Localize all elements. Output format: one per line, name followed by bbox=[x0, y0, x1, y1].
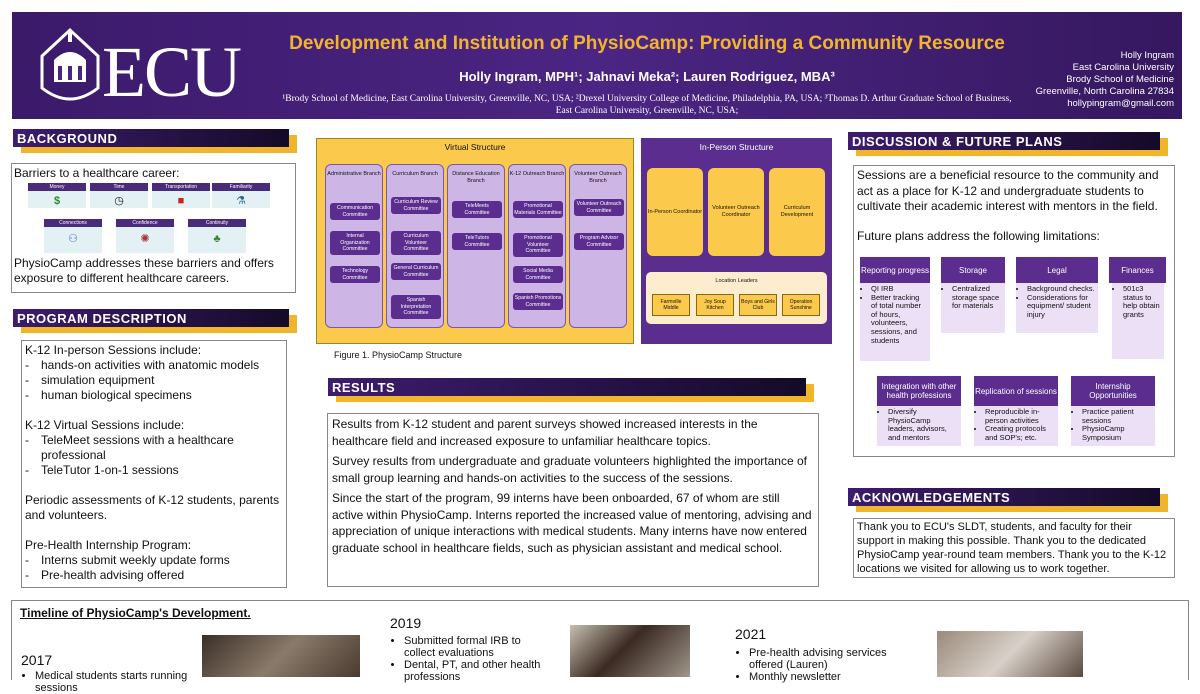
branch-column bbox=[508, 164, 566, 328]
list-item-text: Pre-health advising offered bbox=[41, 568, 185, 582]
committee-box: Curriculum Volunteer Committee bbox=[391, 231, 441, 255]
location-box: Joy Soup Kitchen bbox=[696, 294, 734, 316]
branch-column bbox=[447, 164, 505, 328]
limitation-body bbox=[1112, 283, 1164, 359]
timeline-list bbox=[404, 635, 554, 683]
confidence-icon: ✺ bbox=[140, 233, 150, 245]
results-heading bbox=[328, 378, 814, 398]
list-item: - Interns submit weekly update forms bbox=[25, 553, 230, 567]
barrier-transportation bbox=[152, 183, 210, 208]
timeline-year: 2019 bbox=[390, 615, 422, 631]
branch-head: Volunteer Outreach Branch bbox=[574, 171, 622, 184]
contact-line: East Carolina University bbox=[1072, 62, 1174, 73]
timeline-item: • Submitted formal IRB to collect evaluations bbox=[404, 635, 554, 659]
limitation-head: Finances bbox=[1109, 257, 1166, 283]
limitation-body bbox=[941, 283, 1005, 333]
list-item-text: TeleMeet sessions with a healthcare professional bbox=[41, 433, 234, 462]
barrier-label: Familiarity bbox=[212, 183, 270, 191]
timeline-box bbox=[11, 600, 1189, 694]
limitation-head: Replication of sessions bbox=[974, 376, 1058, 406]
coordinator-box: Volunteer Outreach Coordinator bbox=[708, 168, 764, 256]
microscope-icon: ⚗ bbox=[236, 195, 246, 207]
timeline-item: • Pre-health advising services offered (Lauren) bbox=[749, 647, 909, 671]
barrier-label: Connections bbox=[44, 219, 102, 227]
limitation-body bbox=[860, 283, 930, 361]
tree-icon: ♣ bbox=[213, 233, 221, 245]
list-item: - Pre-health advising offered bbox=[25, 568, 185, 582]
limitation-item: • Better tracking of total number of hours, volunteers, sessions, and students bbox=[871, 294, 927, 346]
committee-box: Internal Organization Committee bbox=[330, 231, 380, 255]
committee-box: Volunteer Outreach Committee bbox=[574, 199, 624, 216]
volunteers-photo bbox=[937, 631, 1083, 677]
limitation-head: Storage bbox=[941, 257, 1005, 283]
barrier-label: Confidence bbox=[116, 219, 174, 227]
contact-line: Holly Ingram bbox=[1120, 50, 1174, 61]
limitation-head: Internship Opportunities bbox=[1071, 376, 1155, 406]
logo-text: ECU bbox=[102, 32, 240, 112]
barrier-label: Money bbox=[28, 183, 86, 191]
limitation-body bbox=[1016, 283, 1098, 333]
results-paragraph: Results from K-12 student and parent surveys showed increased interests in the healthcare field and increased exposure to unfamiliar healthcare topics. bbox=[332, 417, 758, 448]
barrier-time bbox=[90, 183, 148, 208]
results-box bbox=[327, 413, 819, 587]
branch-head: Curriculum Branch bbox=[392, 171, 438, 177]
barrier-label: Continuity bbox=[188, 219, 246, 227]
contact-email: hollypingram@gmail.com bbox=[1067, 98, 1174, 109]
virtual-structure-diagram bbox=[316, 138, 634, 344]
discussion-paragraph: Sessions are a beneficial resource to the community and act as a place for K-12 and undergraduate students to cultivate their academic interest with mentors in the field. bbox=[857, 168, 1159, 213]
timeline-list bbox=[35, 670, 195, 694]
barrier-label: Time bbox=[90, 183, 148, 191]
list-item: - hands-on activities with anatomic models bbox=[25, 358, 260, 372]
committee-box: Promotional Volunteer Committee bbox=[513, 233, 563, 257]
results-paragraph: Survey results from undergraduate and graduate volunteers highlighted the importance of small group learning and hands-on activities to the success of the sessions. bbox=[332, 454, 807, 485]
timeline-title: Timeline of PhysioCamp's Development. bbox=[20, 606, 251, 620]
limitation-head: Reporting progress bbox=[860, 257, 930, 283]
list-item: - simulation equipment bbox=[25, 373, 155, 387]
committee-box: Program Advisor Committee bbox=[574, 233, 624, 250]
list-item: - TeleMeet sessions with a healthcare professional bbox=[25, 433, 283, 463]
car-icon: ■ bbox=[177, 195, 185, 207]
poster-header bbox=[12, 12, 1182, 119]
virtual-structure-title: Virtual Structure bbox=[444, 142, 506, 152]
discussion-paragraph: Future plans address the following limitations: bbox=[857, 229, 1100, 243]
limitation-item: • Diversify PhysioCamp leaders, advisors, and mentors bbox=[888, 408, 958, 442]
limitation-body bbox=[877, 406, 961, 446]
limitation-body bbox=[1071, 406, 1155, 446]
session-photo bbox=[202, 635, 360, 677]
limitation-item: • Considerations for equipment/ student injury bbox=[1027, 294, 1095, 320]
limitation-item: • Centralized storage space for materials bbox=[952, 285, 1002, 311]
branch-column bbox=[325, 164, 383, 328]
discussion-heading bbox=[848, 132, 1168, 152]
limitation-item: • PhysioCamp Symposium bbox=[1082, 425, 1152, 442]
limitation-head: Integration with other health professions bbox=[877, 376, 961, 406]
program-heading-text: PROGRAM DESCRIPTION bbox=[17, 311, 187, 326]
list-item-text: hands-on activities with anatomic models bbox=[41, 358, 260, 372]
coordinator-box: Curriculum Development bbox=[769, 168, 825, 256]
committee-box: TeleMeets Committee bbox=[452, 201, 502, 218]
poster-title: Development and Institution of PhysioCamp: Providing a Community Resource bbox=[289, 33, 1005, 54]
list-item-text: Interns submit weekly update forms bbox=[41, 553, 230, 567]
timeline-year: 2017 bbox=[21, 652, 53, 668]
barrier-connections bbox=[44, 219, 102, 253]
barrier-money bbox=[28, 183, 86, 208]
timeline-year: 2021 bbox=[735, 626, 767, 642]
background-box bbox=[11, 163, 296, 293]
background-heading-text: BACKGROUND bbox=[17, 131, 118, 146]
branch-column bbox=[386, 164, 444, 328]
timeline-item: • Monthly newsletter bbox=[749, 671, 909, 683]
limitation-item: • 501c3 status to help obtain grants bbox=[1123, 285, 1161, 319]
program-heading bbox=[13, 309, 297, 329]
contact-line: Greenville, North Carolina 27834 bbox=[1035, 86, 1174, 97]
ecu-logo bbox=[36, 22, 276, 112]
discussion-heading-text: DISCUSSION & FUTURE PLANS bbox=[852, 134, 1063, 149]
background-text: PhysioCamp addresses these barriers and offers exposure to different healthcare careers. bbox=[14, 256, 274, 285]
list-item-text: TeleTutor 1-on-1 sessions bbox=[41, 463, 179, 477]
inperson-title: K-12 In-person Sessions include: bbox=[25, 343, 202, 357]
limitation-item: • Background checks. bbox=[1027, 285, 1095, 294]
contact-info bbox=[1012, 50, 1174, 110]
list-item: - TeleTutor 1-on-1 sessions bbox=[25, 463, 179, 477]
list-item: - human biological specimens bbox=[25, 388, 192, 402]
coordinator-box: In-Person Coordinator bbox=[647, 168, 703, 256]
committee-box: Technology Committee bbox=[330, 266, 380, 283]
timeline-item: • Dental, PT, and other health professions bbox=[404, 659, 554, 683]
cupola-icon bbox=[38, 26, 102, 108]
committee-box: Social Media Committee bbox=[513, 266, 563, 283]
virtual-title: K-12 Virtual Sessions include: bbox=[25, 418, 185, 432]
students-photo bbox=[570, 625, 690, 677]
intern-title: Pre-Health Internship Program: bbox=[25, 538, 192, 552]
results-paragraph: Since the start of the program, 99 interns have been onboarded, 67 of whom are still active within PhysioCamp. Interns reported the increased value of mentoring, advising and appreciation of unique interactions with medical students. Many interns have now entered graduate school in healthcare fields, such as physician assistant and medical school. bbox=[332, 491, 812, 555]
committee-box: Promotional Materials Committee bbox=[513, 201, 563, 218]
barrier-confidence bbox=[116, 219, 174, 253]
background-heading bbox=[13, 129, 297, 149]
timeline-list bbox=[749, 647, 909, 683]
timeline-item: • Medical students starts running sessions bbox=[35, 670, 195, 694]
barrier-label: Transportation bbox=[152, 183, 210, 191]
committee-box: Communication Committee bbox=[330, 203, 380, 220]
inperson-structure-diagram bbox=[641, 138, 832, 344]
limitation-item: • QI IRB bbox=[871, 285, 927, 294]
committee-box: Spanish Interpretation Committee bbox=[391, 295, 441, 319]
location-box: Operation Sunshine bbox=[782, 294, 820, 316]
ack-box: Thank you to ECU's SLDT, students, and faculty for their support in making this possible. Thank you to the dedicated PhysioCamp year-round team members. Thank you to the K-12 locations we visited for allowing us to work together. bbox=[853, 518, 1175, 578]
ack-heading-text: ACKNOWLEDGEMENTS bbox=[852, 490, 1011, 505]
branch-head: Distance Education Branch bbox=[452, 171, 500, 184]
inperson-structure-title: In-Person Structure bbox=[699, 142, 774, 152]
discussion-box bbox=[853, 165, 1175, 457]
figure-caption: Figure 1. PhysioCamp Structure bbox=[334, 350, 463, 360]
committee-box: Spanish Promotions Committee bbox=[513, 293, 563, 310]
clock-icon: ◷ bbox=[114, 195, 124, 207]
background-intro: Barriers to a healthcare career: bbox=[14, 166, 180, 180]
limitation-head: Legal bbox=[1016, 257, 1098, 283]
location-leaders-title: Location Leaders bbox=[715, 278, 758, 284]
committee-box: General Curriculum Committee bbox=[391, 263, 441, 280]
results-heading-text: RESULTS bbox=[332, 380, 396, 395]
poster-authors: Holly Ingram, MPH¹; Jahnavi Meka²; Lauren Rodriguez, MBA³ bbox=[459, 69, 835, 84]
limitation-item: • Creating protocols and SOP's; etc. bbox=[985, 425, 1055, 442]
branch-head: Administrative Branch bbox=[327, 171, 381, 177]
location-box: Boys and Girls Club bbox=[739, 294, 777, 316]
committee-box: TeleTutors Committee bbox=[452, 233, 502, 250]
contact-line: Brody School of Medicine bbox=[1066, 74, 1174, 85]
network-icon: ⚇ bbox=[68, 233, 78, 245]
barrier-familiarity bbox=[212, 183, 270, 208]
branch-column bbox=[569, 164, 627, 328]
money-icon: $ bbox=[53, 195, 61, 207]
branch-head: K-12 Outreach Branch bbox=[509, 171, 565, 177]
list-item-text: simulation equipment bbox=[41, 373, 155, 387]
location-leaders-box bbox=[646, 272, 827, 324]
ack-heading bbox=[848, 488, 1168, 508]
committee-box: Curriculum Review Committee bbox=[391, 197, 441, 214]
location-box: Farmville Middle bbox=[652, 294, 690, 316]
assessment-text: Periodic assessments of K-12 students, parents and volunteers. bbox=[25, 493, 280, 522]
limitation-item: • Reproducible in-person activities bbox=[985, 408, 1055, 425]
limitation-body bbox=[974, 406, 1058, 446]
poster-affiliations: ¹Brody School of Medicine, East Carolina University, Greenville, NC, USA; ²Drexel University College of Medicine, Philadelphia, PA, USA; ³Thomas D. Arthur Graduate School of Business, East Carolina University, Greenville, NC, USA; bbox=[282, 94, 1012, 116]
limitation-item: • Practice patient sessions bbox=[1082, 408, 1152, 425]
list-item-text: human biological specimens bbox=[41, 388, 192, 402]
barrier-continuity bbox=[188, 219, 246, 253]
program-box bbox=[21, 340, 287, 588]
